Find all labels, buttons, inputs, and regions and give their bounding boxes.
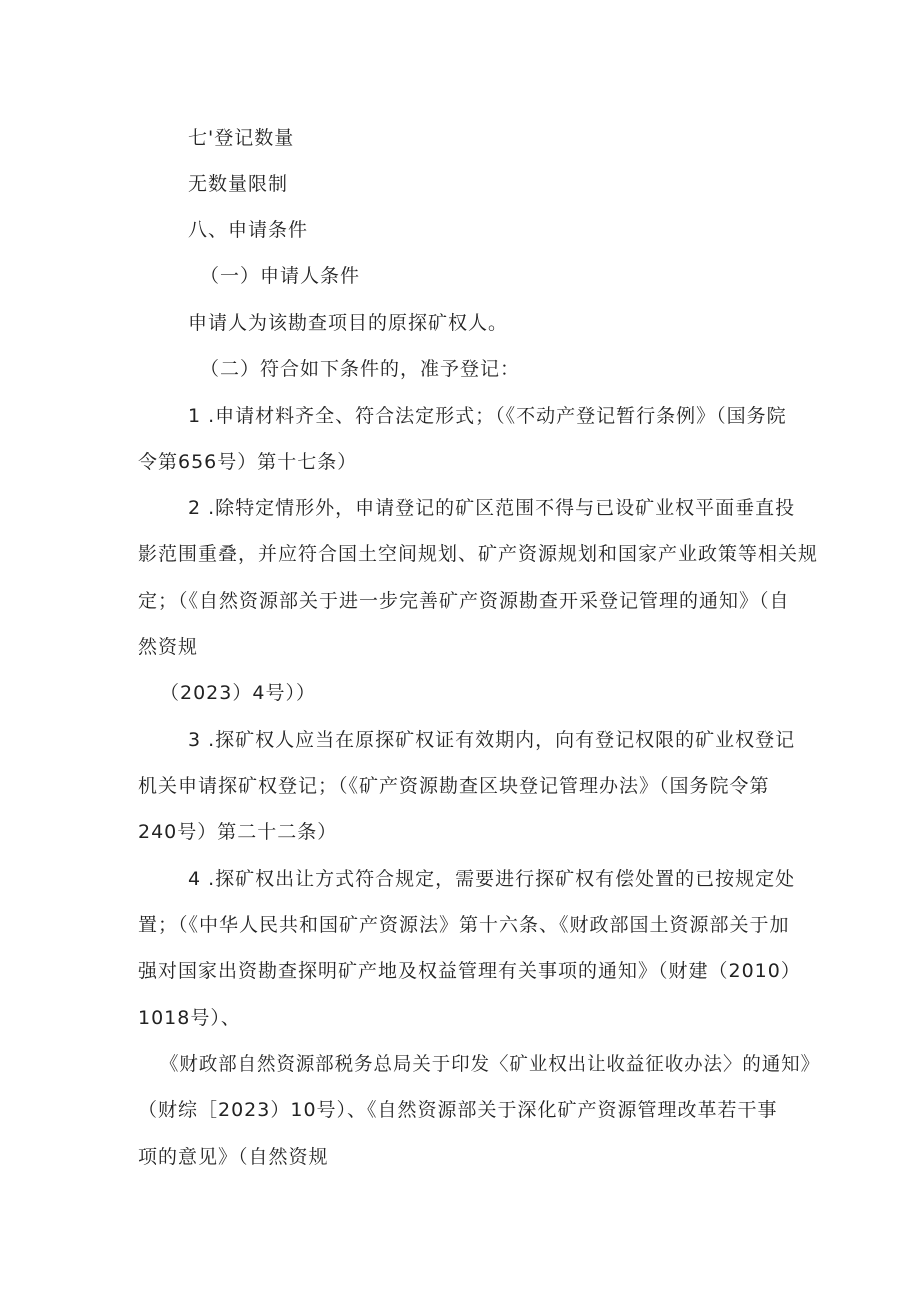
text-line-11: 定；（《自然资源部关于进一步完善矿产资源勘查开采登记管理的通知》（自 (138, 590, 790, 612)
text-line-1: 七'登记数量 (188, 127, 295, 149)
text-line-7: 1 .申请材料齐全、符合法定形式；（《不动产登记暂行条例》（国务院 (188, 405, 787, 427)
text-line-16: 240号）第二十二条） (138, 821, 338, 843)
text-line-10: 影范围重叠，并应符合国土空间规划、矿产资源规划和国家产业政策等相关规 (138, 543, 819, 565)
text-line-5: 申请人为该勘查项目的原探矿权人。 (188, 312, 509, 334)
text-line-9: 2 .除特定情形外，申请登记的矿区范围不得与已设矿业权平面垂直投 (188, 497, 796, 519)
text-line-13: （2023）4号）） (160, 682, 316, 704)
text-line-4: （一）申请人条件 (200, 265, 361, 287)
text-line-2: 无数量限制 (188, 173, 289, 195)
text-line-17: 4 .探矿权出让方式符合规定，需要进行探矿权有偿处置的已按规定处 (188, 868, 796, 890)
text-line-12: 然资规 (138, 636, 199, 658)
text-line-22: （财综［2023）10号）、《自然资源部关于深化矿产资源管理改革若干事 (138, 1099, 778, 1121)
text-line-8: 令第656号）第十七条） (138, 451, 358, 473)
text-line-14: 3 .探矿权人应当在原探矿权证有效期内，向有登记权限的矿业权登记 (188, 729, 796, 751)
text-line-20: 1018号）、 (138, 1007, 241, 1029)
text-line-23: 项的意见》（自然资规 (138, 1146, 329, 1168)
text-line-21: 《财政部自然资源部税务总局关于印发〈矿业权出让收益征收办法〉的通知》 (160, 1053, 821, 1075)
text-line-15: 机关申请探矿权登记；（《矿产资源勘查区块登记管理办法》（国务院令第 (138, 775, 770, 797)
text-line-19: 强对国家出资勘查探明矿产地及权益管理有关事项的通知》（财建（2010） (138, 960, 801, 982)
text-line-6: （二）符合如下条件的，准予登记： (200, 358, 521, 380)
text-line-3: 八、申请条件 (188, 219, 309, 241)
text-line-18: 置；（《中华人民共和国矿产资源法》第十六条、《财政部国土资源部关于加 (138, 914, 790, 936)
